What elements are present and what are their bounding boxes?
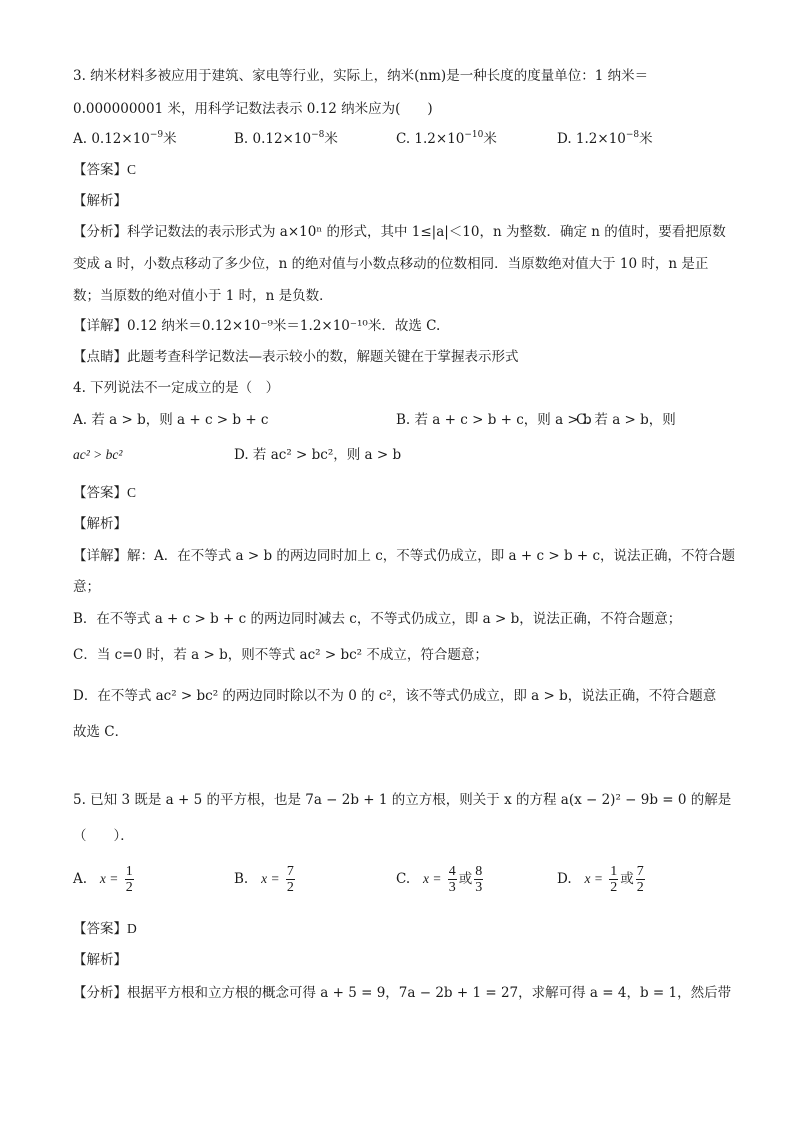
q4-detail-line1: 【详解】解：A．在不等式 a > b 的两边同时加上 c，不等式仍成立，即 a + c > b + c，说法正确，不符合题 [73,548,736,564]
q4-option-b: B. 若 a + c > b + c，则 a > b [396,412,592,428]
q5-stem-line1: 5. 已知 3 既是 a + 5 的平方根，也是 7a − 2b + 1 的立方根，则关于 x 的方程 a(x − 2)² − 9b = 0 的解是 [73,792,732,808]
fraction: $\frac{7}{2}$ [636,864,644,895]
q3-fenxi-line3: 数；当原数的绝对值小于 1 时，n 是负数． [73,288,333,304]
q3-fenxi-line1: 【分析】科学记数法的表示形式为 a×10ⁿ 的形式，其中 1≤|a|＜10，n 为整数．确定 n 的值时，要看把原数 [73,224,726,240]
answer-value: C [127,485,137,500]
q4-option-d: D. 若 ac² > bc²，则 a > b [234,447,402,463]
q3-option-d: D. $1.2\times 10^{-8}$米 [557,130,653,147]
q5-fenxi: 【分析】根据平方根和立方根的概念可得 a + 5 = 9，7a − 2b + 1 = 27，求解可得 a = 4，b = 1，然后带 [73,985,732,1001]
fraction: $\frac{7}{2}$ [286,864,294,895]
q4-conclusion: 故选 C． [73,724,129,740]
q4-option-a: A. 若 a > b，则 a + c > b + c [73,412,269,428]
q5-stem-line2: （ ）． [73,828,134,844]
q3-option-b: B. $0.12\times 10^{-8}$米 [234,130,338,147]
q4-detail-d: D．在不等式 ac² > bc² 的两边同时除以不为 0 的 c²，该不等式仍成立，即 a > b，说法正确，不符合题意 [73,688,717,704]
q3-answer [73,160,136,180]
q3-fenxi-line2: 变成 a 时，小数点移动了多少位，n 的绝对值与小数点移动的位数相同．当原数绝对值大于 10 时，n 是正 [73,256,709,272]
q3-option-c: C. $1.2\times 10^{-10}$米 [396,130,497,147]
q4-stem: 4. 下列说法不一定成立的是（ ） [73,380,280,396]
q3-analysis-tag: 【解析】 [73,193,127,209]
q5-analysis-tag: 【解析】 [73,952,127,968]
fraction: $\frac{8}{3}$ [475,864,483,895]
q4-option-c-head: C. 若 a > b，则 [576,412,676,428]
fraction: $\frac{1}{2}$ [610,864,618,895]
q5-option-a: A. x = $\frac{1}{2}$ [73,864,133,895]
q4-detail-line2: 意； [73,579,100,595]
q5-answer [73,919,137,939]
answer-value: D [127,921,137,936]
q4-detail-b: B．在不等式 a + c > b + c 的两边同时减去 c，不等式仍成立，即 a > b，说法正确，不符合题意； [73,611,682,627]
q3-stem-line2: 0.000000001 米，用科学记数法表示 0.12 纳米应为( ) [73,101,433,117]
answer-tag: 【答案】 [73,485,127,501]
q4-detail-c: C．当 c=0 时，若 a > b，则不等式 ac² > bc² 不成立，符合题意； [73,647,488,663]
q5-option-d: D. x = $\frac{1}{2}$ 或 $\frac{7}{2}$ [557,864,644,895]
q4-option-c-tail: ac² > bc² [73,447,123,462]
q5-option-b: B. x = $\frac{7}{2}$ [234,864,294,895]
answer-tag: 【答案】 [73,921,127,937]
q3-dianjing: 【点睛】此题考查科学记数法—表示较小的数，解题关键在于掌握表示形式 [73,349,519,365]
q4-analysis-tag: 【解析】 [73,516,127,532]
answer-tag: 【答案】 [73,162,127,178]
q5-option-c: C. x = $\frac{4}{3}$ 或 $\frac{8}{3}$ [396,864,483,895]
q4-answer [73,483,136,503]
q3-detail: 【详解】0.12 纳米＝0.12×10⁻⁹米＝1.2×10⁻¹⁰米．故选 C. [73,318,441,334]
q3-stem-line1: 3. 纳米材料多被应用于建筑、家电等行业，实际上，纳米(nm)是一种长度的度量单位：1 纳米＝ [73,68,649,84]
fraction: $\frac{1}{2}$ [125,864,133,895]
fraction: $\frac{4}{3}$ [448,864,456,895]
q3-option-a: A. $0.12\times 10^{-9}$米 [73,130,177,147]
answer-value: C [127,162,137,177]
